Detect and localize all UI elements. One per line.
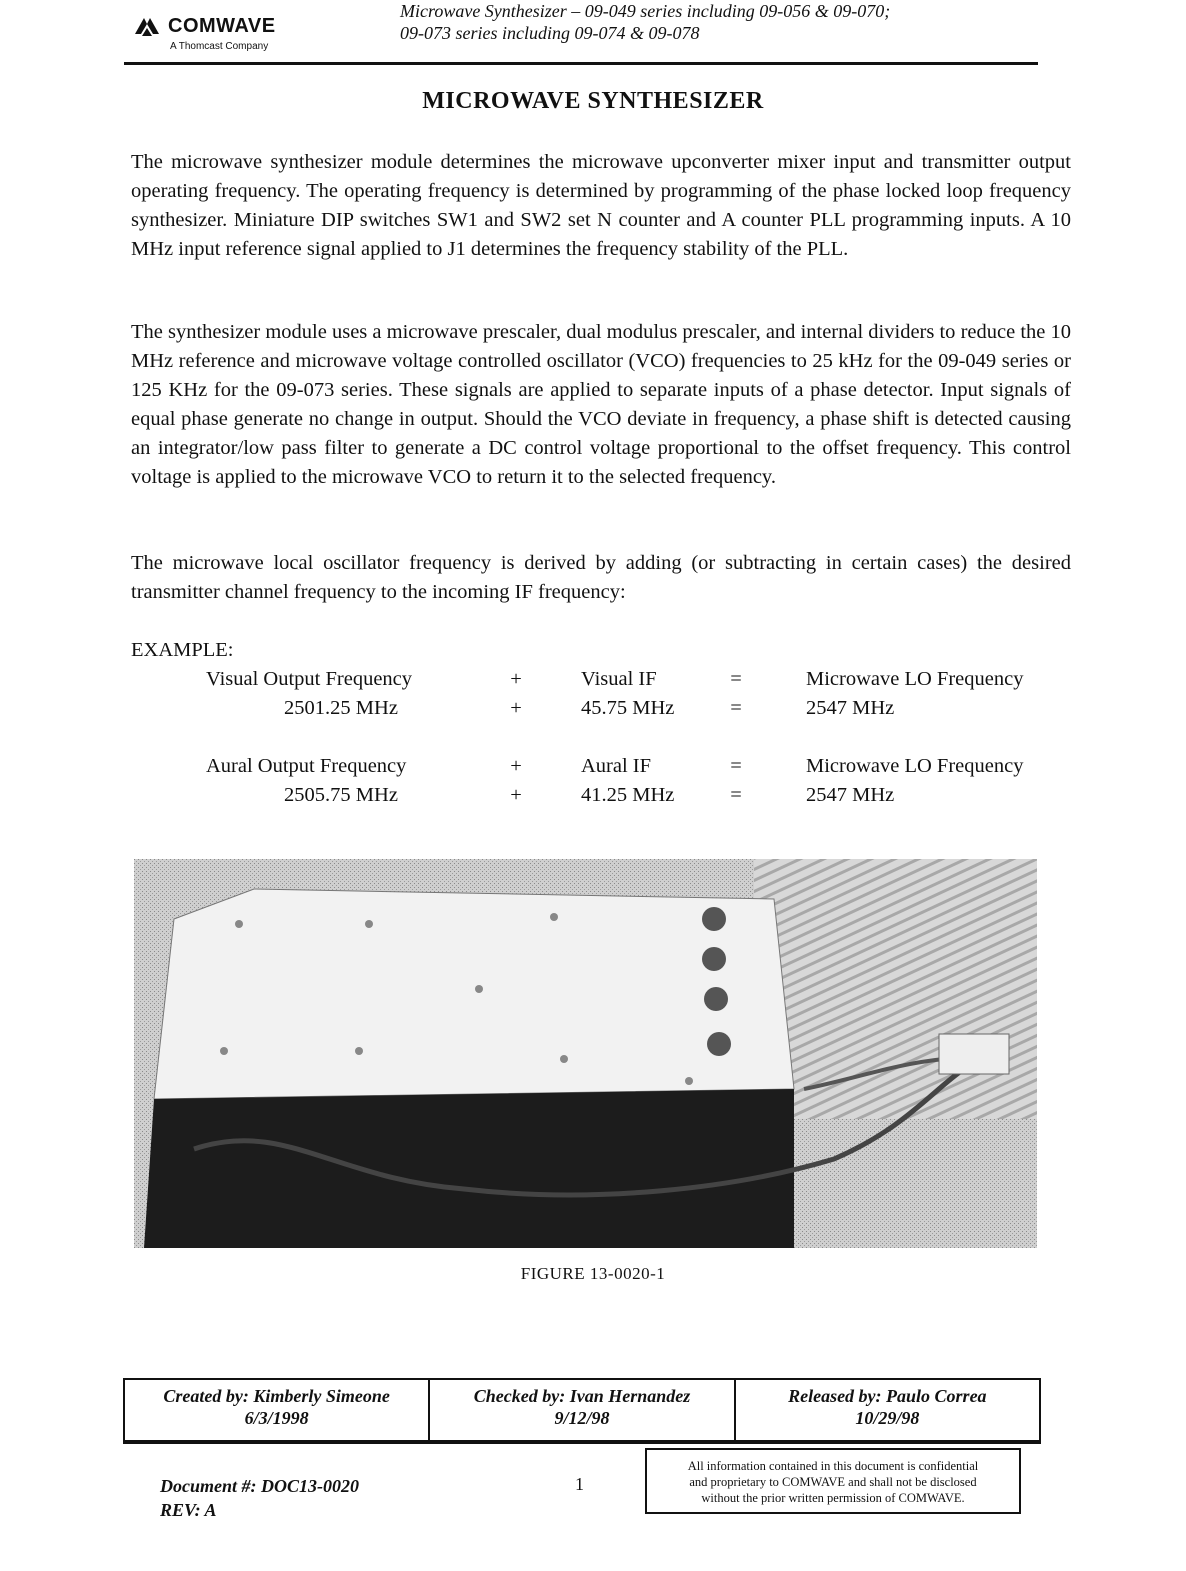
page-title: MICROWAVE SYNTHESIZER: [422, 88, 764, 114]
confidential-line: All information contained in this document is confidential: [687, 1459, 979, 1473]
example-cell: 2547 MHz: [806, 784, 895, 806]
signoff-table: [123, 1378, 1041, 1444]
logo-tagline: A Thomcast Company: [170, 41, 269, 52]
header-title-line-1: Microwave Synthesizer – 09-049 series including 09-056 & 09-070;: [400, 1, 891, 21]
confidential-line: without the prior written permission of COMWAVE.: [701, 1491, 965, 1505]
created-date: 6/3/1998: [244, 1408, 309, 1428]
synthesizer-photo: [134, 859, 1037, 1248]
released-by: Released by: Paulo Correa: [788, 1386, 987, 1406]
signoff-released: [736, 1380, 1039, 1440]
released-date: 10/29/98: [855, 1408, 920, 1428]
example-operator: +: [510, 697, 522, 719]
created-by: Created by: Kimberly Simeone: [163, 1386, 390, 1406]
example-cell: Aural IF: [581, 755, 652, 777]
example-operator: +: [510, 755, 522, 777]
document-number: Document #: DOC13-0020: [160, 1476, 359, 1496]
confidential-line: and proprietary to COMWAVE and shall not be disclosed: [689, 1475, 977, 1489]
confidentiality-notice: [645, 1448, 1021, 1514]
example-cell: 2505.75 MHz: [284, 784, 398, 806]
checked-by: Checked by: Ivan Hernandez: [473, 1386, 691, 1406]
document-header: [400, 0, 1100, 44]
logo-name: COMWAVE: [168, 14, 276, 37]
comwave-logo-icon: [132, 14, 162, 38]
example-cell: Aural Output Frequency: [206, 755, 407, 777]
example-operator: +: [510, 784, 522, 806]
header-title-line-2: 09-073 series including 09-074 & 09-078: [400, 23, 700, 43]
example-operator: =: [730, 755, 742, 777]
example-operator: =: [730, 784, 742, 806]
revision: REV: A: [160, 1500, 217, 1520]
signoff-checked: [430, 1380, 735, 1440]
synthesizer-photo-graphic: [134, 859, 1037, 1248]
page-number: 1: [575, 1474, 584, 1494]
example-operator: =: [730, 697, 742, 719]
example-operator: +: [510, 668, 522, 690]
document-number-block: [160, 1474, 359, 1522]
paragraph-1: The microwave synthesizer module determines the microwave upconverter mixer input and transmitter output operating frequency. The operating frequency is determined by programming of the phase locked loop frequency synthesizer. Miniature DIP switches SW1 and SW2 set N counter and A counter PLL programming inputs. A 10 MHz input reference signal applied to J1 determines the frequency stability of the PLL.: [131, 151, 1071, 260]
signoff-created: [125, 1380, 430, 1440]
example-cell: 2501.25 MHz: [284, 697, 398, 719]
paragraph-2: The synthesizer module uses a microwave prescaler, dual modulus prescaler, and internal dividers to reduce the 10 MHz reference and microwave voltage controlled oscillator (VCO) frequencies to 25 kHz for the 09-049 series or 125 KHz for the 09-073 series. These signals are applied to separate inputs of a phase detector. Input signals of equal phase generate no change in output. Should the VCO deviate in frequency, a phase shift is detected causing an integrator/low pass filter to generate a DC control voltage proportional to the offset frequency. This control voltage is applied to the microwave VCO to return it to the selected frequency.: [131, 321, 1071, 488]
example-label: EXAMPLE:: [131, 639, 234, 661]
example-cell: 2547 MHz: [806, 697, 895, 719]
example-cell: Microwave LO Frequency: [806, 755, 1024, 777]
example-cell: 41.25 MHz: [581, 784, 675, 806]
paragraph-3: The microwave local oscillator frequency is derived by adding (or subtracting in certain cases) the desired transmitter channel frequency to the incoming IF frequency:: [131, 552, 1071, 603]
example-cell: Visual IF: [581, 668, 657, 690]
figure-caption: FIGURE 13-0020-1: [520, 1264, 666, 1283]
header-divider: [124, 62, 1038, 65]
checked-date: 9/12/98: [554, 1408, 610, 1428]
example-cell: Visual Output Frequency: [206, 668, 413, 690]
example-operator: =: [730, 668, 742, 690]
example-cell: Microwave LO Frequency: [806, 668, 1024, 690]
example-cell: 45.75 MHz: [581, 697, 675, 719]
company-logo: [132, 14, 322, 52]
